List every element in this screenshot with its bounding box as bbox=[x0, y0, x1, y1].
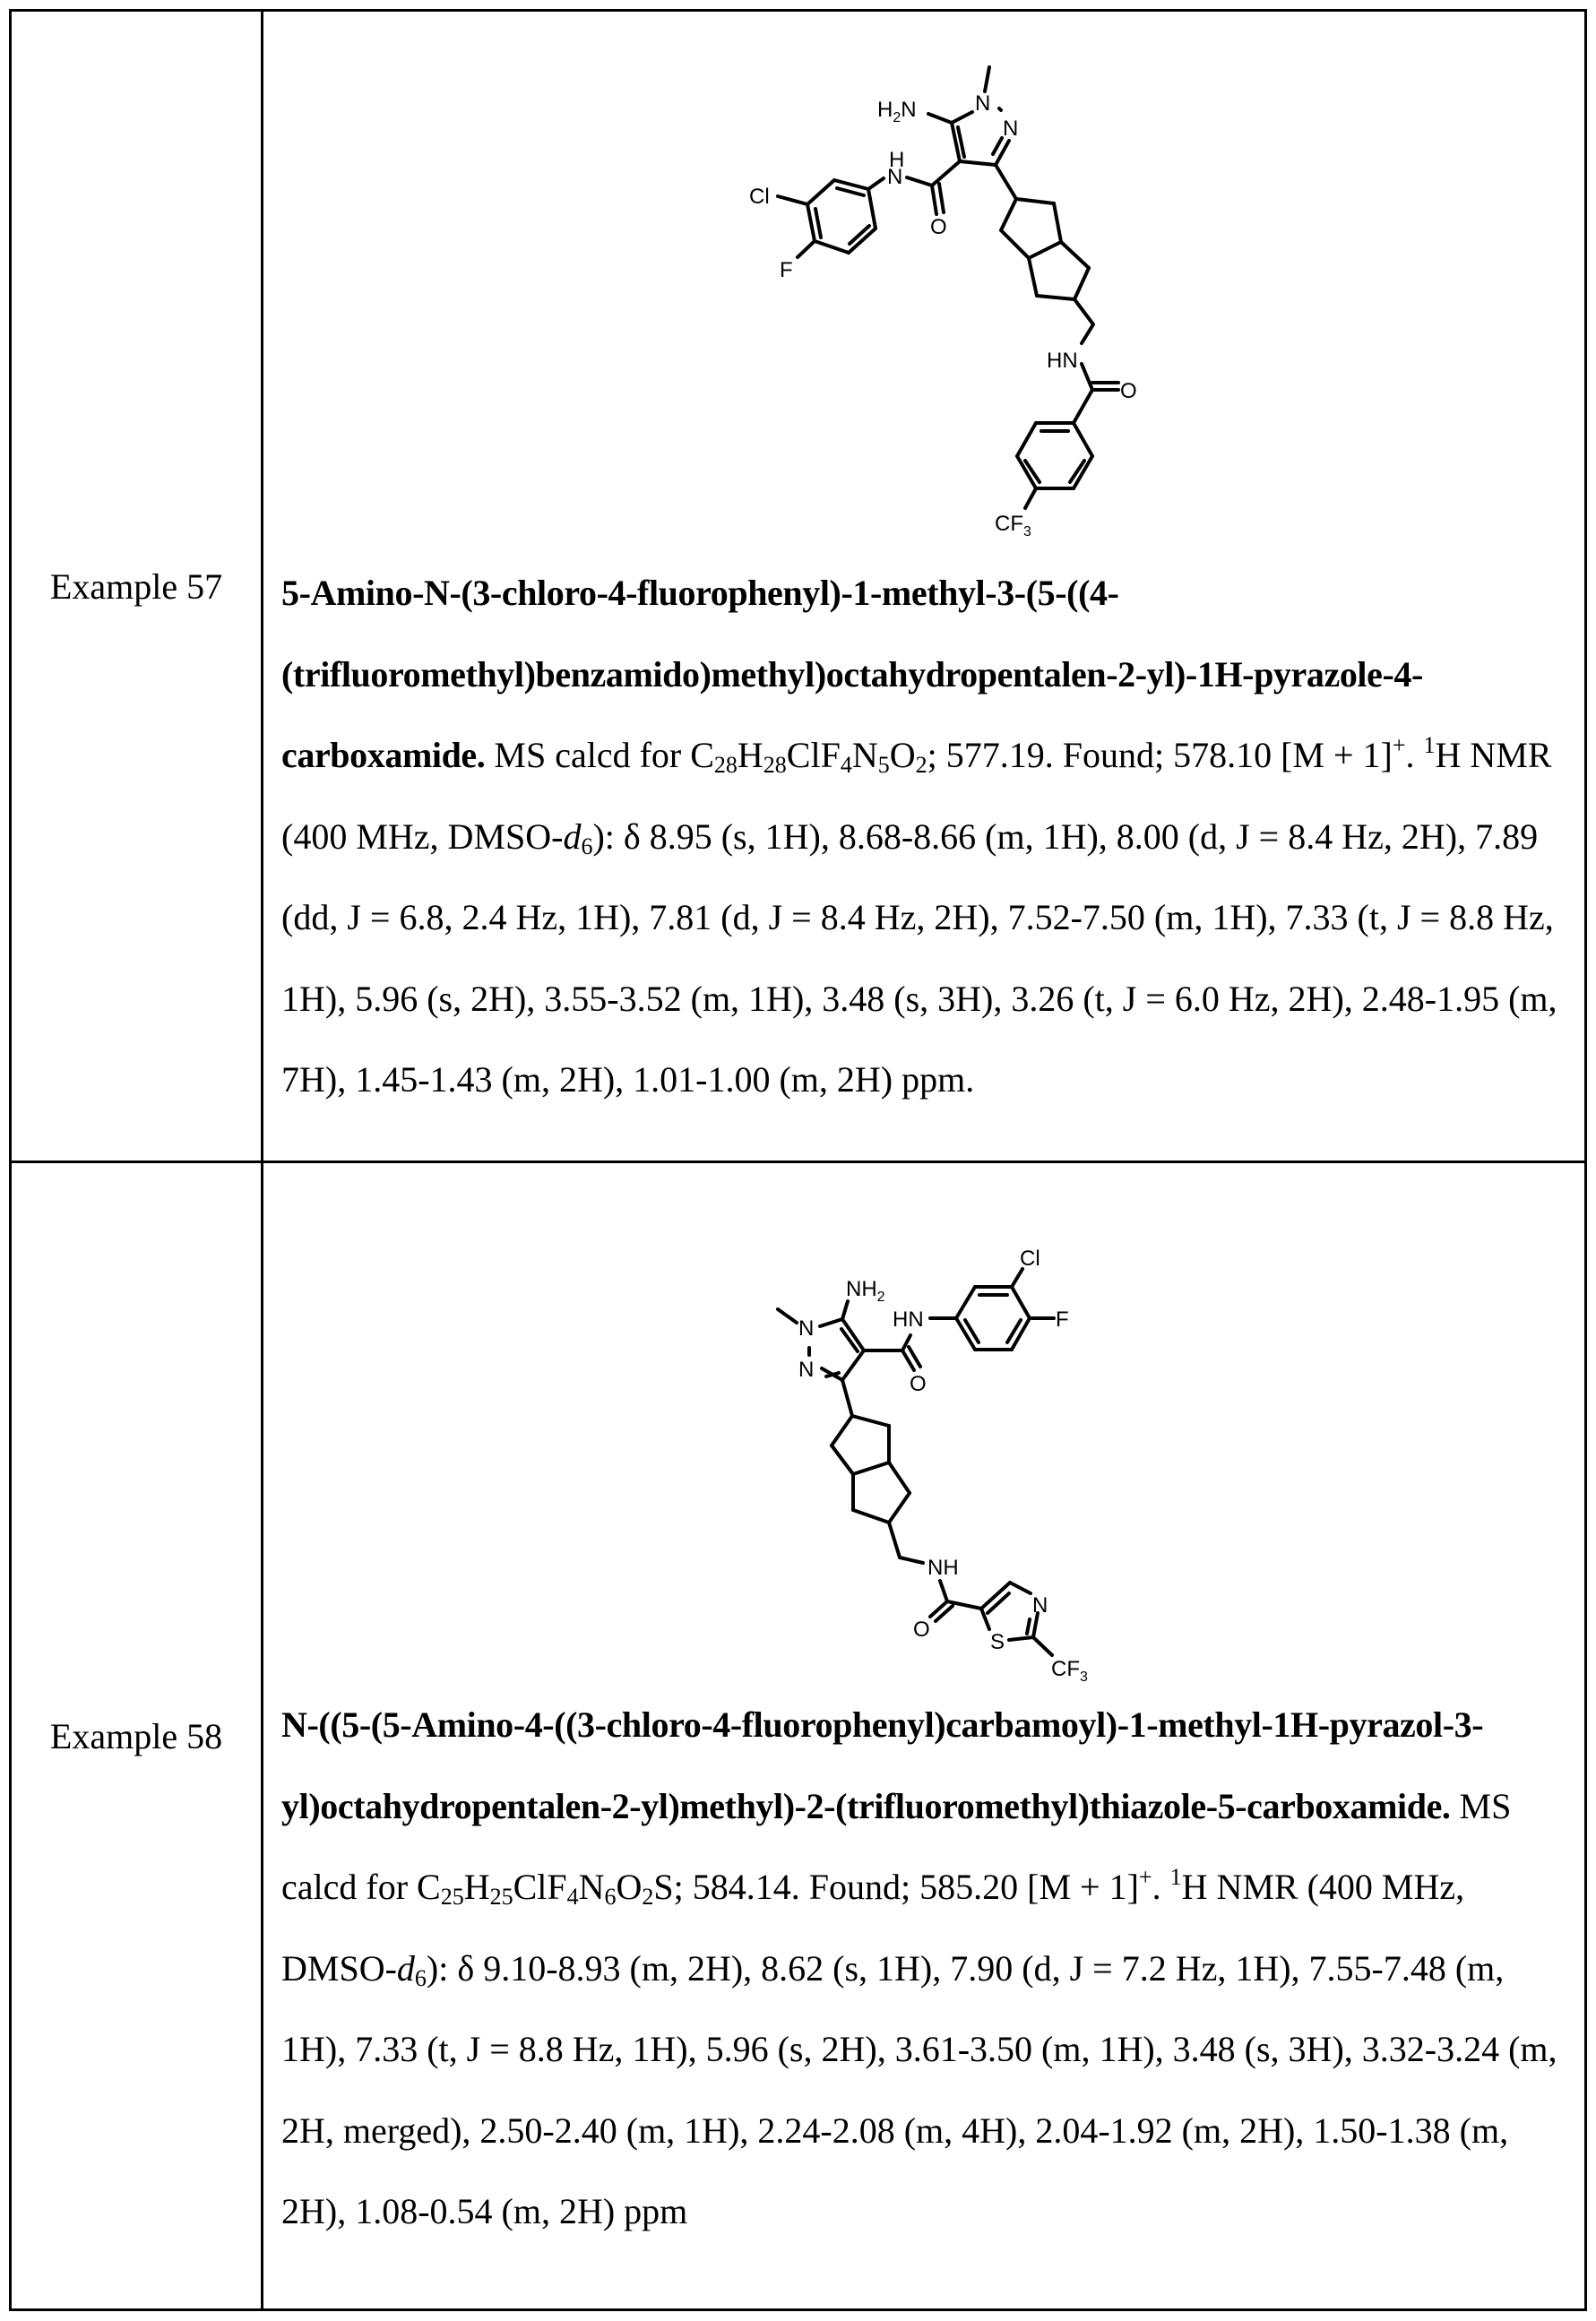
nmr-data: δ 9.10-8.93 (m, 2H), 8.62 (s, 1H), 7.90 (d, J = 7.2 Hz, 1H), 7.55-7.48 (m, 1H), 7.33 (t, J = 8.8 Hz, 1H), 5.96 (s, 2H), 3.61-3.50 (m, 1H), 3.48 (s, 3H), 3.32-3.24 (m, 2H, merged), 2.50-2.40 (m, 1H), 2.24-2.08 (m, 4H), 2.04-1.92 (m, 2H), 1.50-1.38 (m, 2H), 1.08-0.54 (m, 2H) ppm bbox=[281, 1947, 1557, 2232]
example-content-cell bbox=[263, 1162, 1586, 2310]
atom-label-n1: N bbox=[975, 91, 991, 116]
atom-label-cf3: $CF_3$ bbox=[995, 512, 1031, 540]
example-label: Example 57 bbox=[49, 565, 223, 607]
example-label-cell bbox=[11, 11, 263, 1162]
atom-label-nh-n: N bbox=[887, 165, 903, 190]
atom-label-cf3: $CF_3$ bbox=[1051, 1657, 1088, 1686]
nmr-data: δ 8.95 (s, 1H), 8.68-8.66 (m, 1H), 8.00 (d, J = 8.4 Hz, 2H), 7.89 (dd, J = 6.8, 2.4 Hz, 1H), 7.81 (d, J = 8.4 Hz, 2H), 7.52-7.50 (m, 1H), 7.33 (t, J = 8.8 Hz, 1H), 5.96 (s, 2H), 3.55-3.52 (m, 1H), 3.48 (s, 3H), 3.26 (t, J = 6.0 Hz, 2H), 2.48-1.95 (m, 7H), 1.45-1.43 (m, 2H), 1.01-1.00 (m, 2H) ppm. bbox=[281, 815, 1557, 1100]
atom-label-n2: N bbox=[1003, 116, 1019, 142]
example-content-cell bbox=[263, 11, 1586, 1162]
table-row-example-58 bbox=[11, 1162, 1586, 2310]
atom-label-cl: Cl bbox=[749, 185, 770, 210]
atom-label-amide-o: O bbox=[1120, 379, 1137, 404]
atom-label-carbonyl-o: O bbox=[930, 215, 947, 240]
atom-label-carbonyl-o: O bbox=[910, 1372, 927, 1397]
chemical-structure-example-57 bbox=[720, 51, 1596, 553]
atom-label-amide-nh: HN bbox=[1047, 349, 1078, 374]
atom-label-amide-hn: HN bbox=[893, 1307, 924, 1333]
examples-table bbox=[9, 9, 1587, 2311]
atom-label-amide-o: O bbox=[913, 1618, 930, 1643]
atom-label-h2n: $H_2N$ bbox=[877, 98, 917, 126]
ms-found: 578.10 bbox=[1173, 735, 1272, 776]
table-row-example-57 bbox=[11, 11, 1586, 1162]
atom-label-n2: N bbox=[798, 1358, 815, 1383]
molecular-formula: $C_{25}H_{25}ClF_4N_6O_2S$ bbox=[417, 1867, 674, 1911]
atom-label-amide-nh: NH bbox=[927, 1556, 959, 1581]
example-description: 5-Amino-N-(3-chloro-4-fluorophenyl)-1-methyl-3-(5-((4-(trifluoromethyl)benzamido)methyl)octahydropentalen-2-yl)-1H-pyrazole-4-carboxamide. MS calcd for $C_{28}H_{28}ClF_4N_5O_2$; 577.19. Found; 578.10 [M + 1]+. $^1$H NMR (400 MHz, DMSO-$d_6$): δ 8.95 (s, 1H), 8.68-8.66 (m, 1H), 8.00 (d, J = 8.4 Hz, 2H), 7.89 (dd, J = 6.8, 2.4 Hz, 1H), 7.81 (d, J = 8.4 Hz, 2H), 7.52-7.50 (m, 1H), 7.33 (t, J = 8.8 Hz, 1H), 5.96 (s, 2H), 3.55-3.52 (m, 1H), 3.48 (s, 3H), 3.26 (t, J = 6.0 Hz, 2H), 2.48-1.95 (m, 7H), 1.45-1.43 (m, 2H), 1.01-1.00 (m, 2H) ppm. bbox=[281, 573, 1557, 1100]
atom-label-thiazole-n: N bbox=[1032, 1593, 1048, 1618]
atom-label-n1: N bbox=[798, 1316, 815, 1342]
ms-calcd: 584.14 bbox=[692, 1867, 791, 1908]
atom-label-s: S bbox=[990, 1630, 1005, 1655]
atom-label-nh-h: H bbox=[889, 148, 905, 173]
compound-name: 5-Amino-N-(3-chloro-4-fluorophenyl)-1-methyl-3-(5-((4-(trifluoromethyl)benzamido)methyl)octahydropentalen-2-yl)-1H-pyrazole-4-carboxamide. bbox=[281, 573, 1423, 776]
example-label: Example 58 bbox=[49, 1715, 223, 1756]
ms-calcd: 577.19 bbox=[945, 735, 1045, 776]
atom-label-nh2: $NH_2$ bbox=[846, 1277, 885, 1306]
example-description: N-((5-(5-Amino-4-((3-chloro-4-fluorophenyl)carbamoyl)-1-methyl-1H-pyrazol-3-yl)octahydropentalen-2-yl)methyl)-2-(trifluoromethyl)thiazole-5-carboxamide. MS calcd for $C_{25}H_{25}ClF_4N_6O_2S$; 584.14. Found; 585.20 [M + 1]+. $^1$H NMR (400 MHz, DMSO-$d_6$): δ 9.10-8.93 (m, 2H), 8.62 (s, 1H), 7.90 (d, J = 7.2 Hz, 1H), 7.55-7.48 (m, 1H), 7.33 (t, J = 8.8 Hz, 1H), 5.96 (s, 2H), 3.61-3.50 (m, 1H), 3.48 (s, 3H), 3.32-3.24 (m, 2H, merged), 2.50-2.40 (m, 1H), 2.24-2.08 (m, 4H), 2.04-1.92 (m, 2H), 1.50-1.38 (m, 2H), 1.08-0.54 (m, 2H) ppm bbox=[281, 1704, 1557, 2232]
ms-found: 585.20 bbox=[919, 1867, 1019, 1908]
atom-label-f: F bbox=[780, 258, 793, 283]
chemical-structure-example-58 bbox=[765, 1219, 1213, 1685]
example-label-cell bbox=[11, 1162, 263, 2310]
atom-label-f: F bbox=[1056, 1307, 1069, 1333]
molecular-formula: $C_{28}H_{28}ClF_4N_5O_2$ bbox=[690, 735, 927, 779]
atom-label-cl: Cl bbox=[1020, 1247, 1040, 1272]
compound-name: N-((5-(5-Amino-4-((3-chloro-4-fluorophenyl)carbamoyl)-1-methyl-1H-pyrazol-3-yl)octahydropentalen-2-yl)methyl)-2-(trifluoromethyl)thiazole-5-carboxamide. bbox=[281, 1704, 1484, 1826]
